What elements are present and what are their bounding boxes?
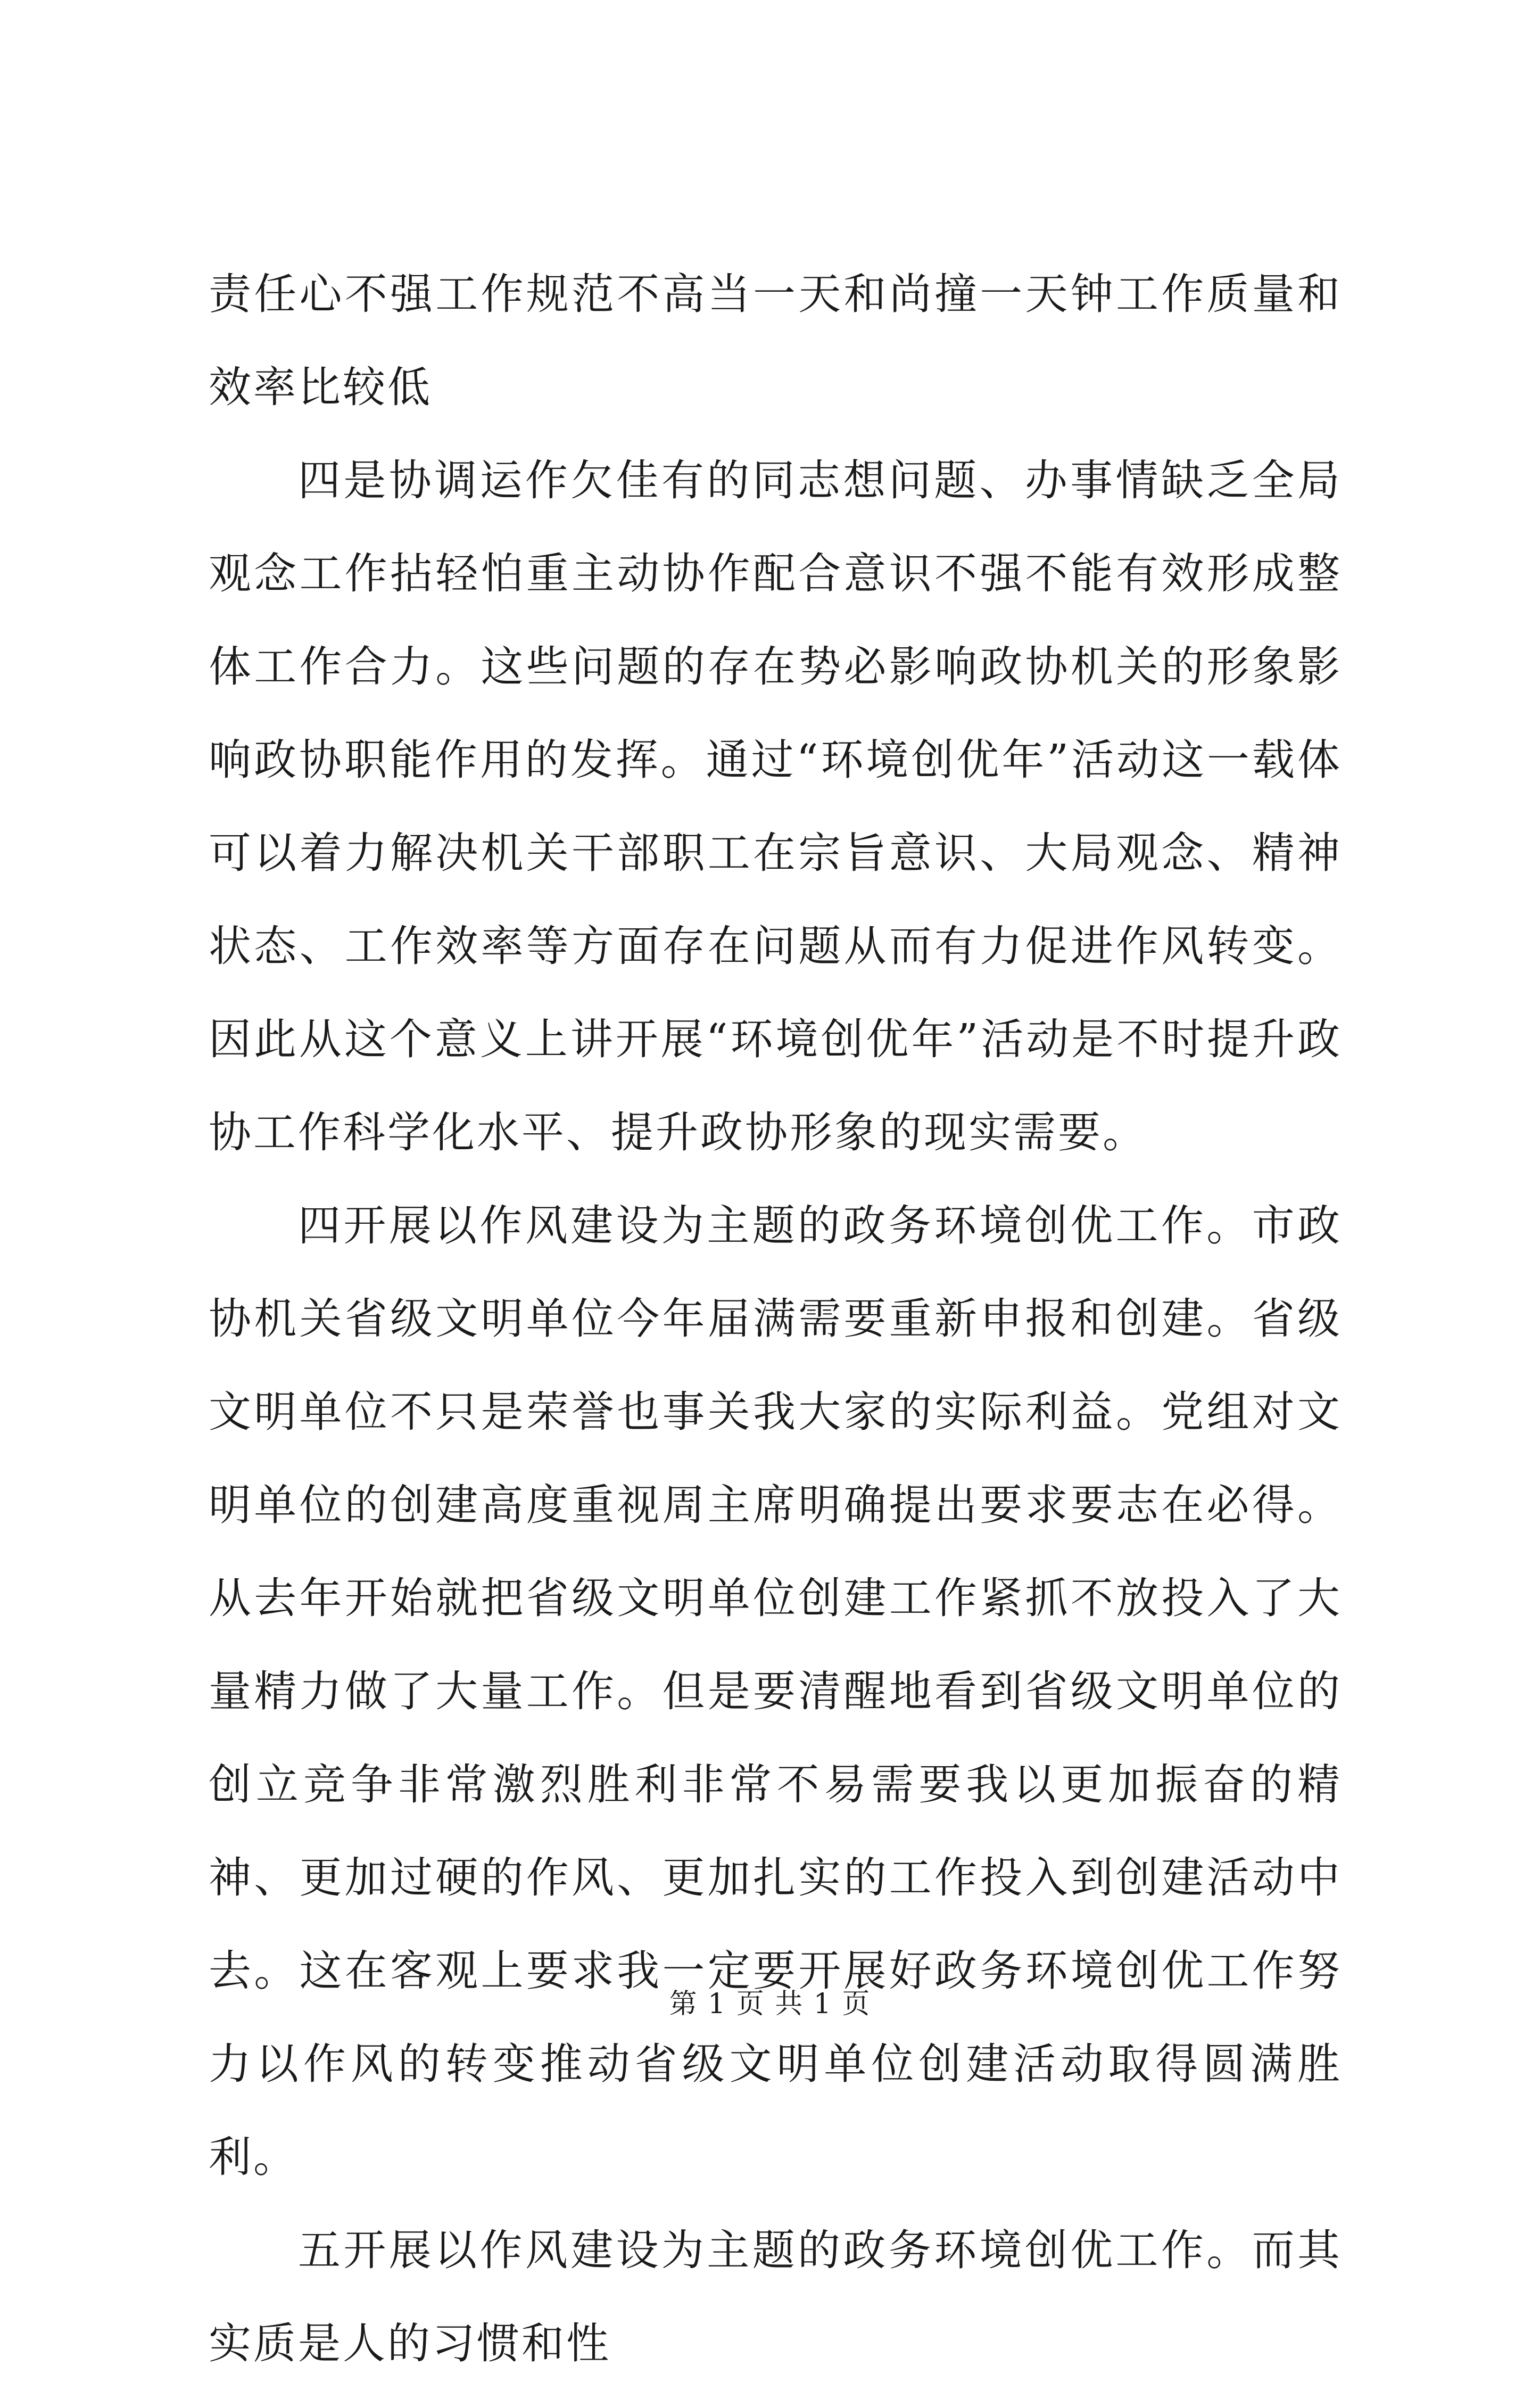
paragraph-2: 四是协调运作欠佳有的同志想问题、办事情缺乏全局观念工作拈轻怕重主动协作配合意识不强不能有效形成整体工作合力。这些问题的存在势必影响政协机关的形象影响政协职能作用的发挥。通过“环境创优年”活动这一载体可以着力解决机关干部职工在宗旨意识、大局观念、精神状态、工作效率等方面存在问题从而有力促进作风转变。因此从这个意义上讲开展“环境创优年”活动是不时提升政协工作科学化水平、提升政协形象的现实需要。	[209, 456, 1342, 1157]
page-footer: 第 1 页 共 1 页	[669, 1988, 871, 2020]
paragraph-1: 责任心不强工作规范不高当一天和尚撞一天钟工作质量和效率比较低	[209, 269, 1342, 412]
paragraph-3: 四开展以作风建设为主题的政务环境创优工作。市政协机关省级文明单位今年届满需要重新申报和创建。省级文明单位不只是荣誉也事关我大家的实际利益。党组对文明单位的创建高度重视周主席明确提出要求要志在必得。从去年开始就把省级文明单位创建工作紧抓不放投入了大量精力做了大量工作。但是要清醒地看到省级文明单位的创立竞争非常激烈胜利非常不易需要我以更加振奋的精神、更加过硬的作风、更加扎实的工作投入到创建活动中去。这在客观上要求我一定要开展好政务环境创优工作努力以作风的转变推动省级文明单位创建活动取得圆满胜利。	[209, 1201, 1342, 2182]
document-body	[209, 248, 1342, 2390]
paragraph-4: 五开展以作风建设为主题的政务环境创优工作。而其实质是人的习惯和性	[209, 2226, 1342, 2368]
